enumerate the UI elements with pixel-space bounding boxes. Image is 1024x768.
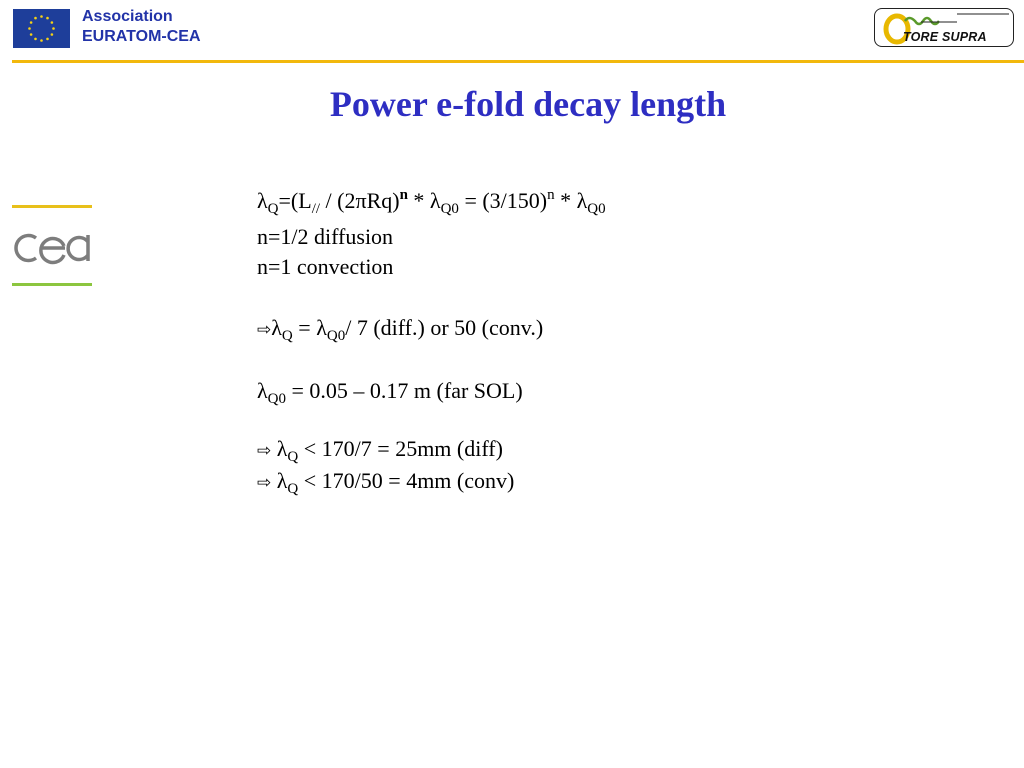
- lambda-symbol: λ: [316, 315, 327, 340]
- slide-body: [257, 186, 606, 498]
- implies-arrow-icon: ⇨: [257, 320, 272, 340]
- exponent-n: n: [399, 187, 408, 203]
- slide-title: Power e-fold decay length: [329, 84, 727, 124]
- subscript-q0: Q0: [267, 391, 287, 407]
- eu-stars-icon: [13, 9, 70, 48]
- subscript-parallel: //: [311, 201, 321, 217]
- lambda-symbol: λ: [429, 188, 441, 213]
- eu-star-icon: [30, 21, 33, 24]
- formula-part: =(L: [278, 188, 312, 213]
- eu-star-icon: [34, 38, 37, 41]
- eu-star-icon: [34, 17, 37, 20]
- ratio-text: / 7 (diff.) or 50 (conv.): [345, 315, 544, 340]
- formula-part: = (3/150): [458, 188, 548, 213]
- eu-star-icon: [40, 39, 43, 42]
- exponent-n: n: [547, 187, 555, 203]
- lambda-symbol: λ: [257, 378, 268, 403]
- cea-letters-icon: [16, 235, 88, 263]
- eu-star-icon: [30, 33, 33, 36]
- equals-sign: =: [292, 315, 317, 340]
- header-divider: [12, 60, 1024, 63]
- q0-value-text: = 0.05 – 0.17 m (far SOL): [286, 378, 523, 403]
- lambda-symbol: λ: [276, 468, 288, 493]
- conv-result-text: < 170/50 = 4mm (conv): [298, 468, 515, 493]
- association-label: [82, 7, 201, 47]
- subscript-q0: Q0: [326, 328, 346, 344]
- eu-star-icon: [40, 15, 43, 18]
- lambda-symbol: λ: [271, 315, 282, 340]
- subscript-q: Q: [267, 201, 279, 217]
- association-line-2: EURATOM-CEA: [82, 28, 201, 45]
- subscript-q: Q: [281, 328, 293, 344]
- diff-result-line: [257, 434, 606, 466]
- lambda-symbol: λ: [257, 188, 268, 213]
- lambda-symbol: λ: [576, 188, 588, 213]
- eu-star-icon: [46, 17, 49, 20]
- subscript-q0: Q0: [440, 201, 459, 217]
- eu-flag-logo: [13, 9, 70, 48]
- lambda-symbol: λ: [276, 436, 288, 461]
- cea-top-line: [12, 205, 92, 208]
- cea-bottom-line: [12, 283, 92, 286]
- eu-star-icon: [51, 33, 54, 36]
- subscript-q0: Q0: [587, 201, 606, 217]
- formula-part: / (2πRq): [320, 188, 400, 213]
- formula-part: *: [407, 188, 430, 213]
- n-convection-line: n=1 convection: [257, 254, 394, 279]
- ratio-line: [257, 313, 606, 345]
- cea-logo: [12, 205, 94, 291]
- eu-star-icon: [52, 27, 55, 30]
- eu-star-icon: [46, 38, 49, 41]
- formula-part: *: [554, 188, 577, 213]
- implies-arrow-icon: ⇨: [257, 473, 272, 493]
- formula-line: [257, 186, 606, 216]
- association-line-1: Association: [82, 8, 173, 25]
- n-diffusion-line: n=1/2 diffusion: [257, 224, 394, 249]
- eu-star-icon: [28, 27, 31, 30]
- diff-result-text: < 170/7 = 25mm (diff): [298, 436, 503, 461]
- tore-supra-logo: [874, 8, 1014, 47]
- subscript-q: Q: [287, 449, 299, 465]
- eu-star-icon: [51, 21, 54, 24]
- q0-value-line: [257, 376, 606, 406]
- tore-supra-text: TORE SUPRA: [903, 30, 987, 44]
- conv-result-line: [257, 466, 606, 498]
- implies-arrow-icon: ⇨: [257, 441, 272, 461]
- subscript-q: Q: [287, 481, 299, 497]
